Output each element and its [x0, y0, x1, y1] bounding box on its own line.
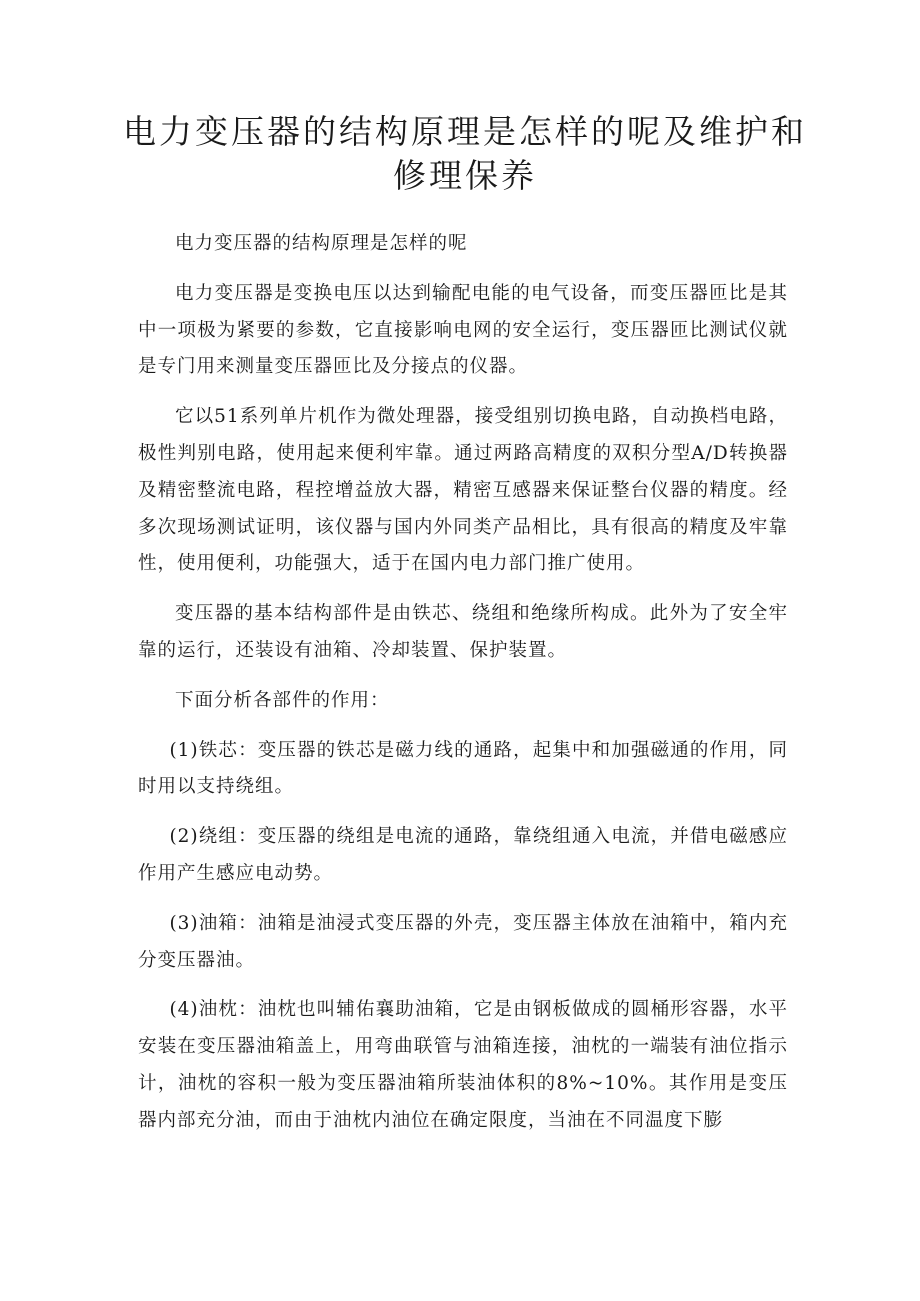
document-body [138, 226, 788, 1153]
title-line-1: 电力变压器的结构原理是怎样的呢及维护和 [123, 112, 807, 151]
list-item-winding: (2)绕组：变压器的绕组是电流的通路，靠绕组通入电流，并借电磁感应作用产生感应电动势。 [138, 826, 788, 884]
paragraph-instrument: 它以51系列单片机作为微处理器，接受组别切换电路，自动换档电路，极性判别电路，使用起来便利牢靠。通过两路高精度的双积分型A/D转换器及精密整流电路，程控增益放大器，精密互感器来保证整台仪器的精度。经多次现场测试证明，该仪器与国内外同类产品相比，具有很高的精度及牢靠性，使用便利，功能强大，适于在国内电力部门推广使用。 [138, 406, 788, 575]
document-title [120, 110, 810, 198]
list-item-conservator: (4)油枕：油枕也叫辅佑襄助油箱，它是由钢板做成的圆桶形容器，水平安装在变压器油箱盖上，用弯曲联管与油箱连接，油枕的一端装有油位指示计，油枕的容积一般为变压器油箱所装油体积的8%~10%。其作用是变压器内部充分油，而由于油枕内油位在确定限度，当油在不同温度下膨 [138, 999, 788, 1131]
paragraph-analysis-lead: 下面分析各部件的作用： [175, 689, 390, 711]
section-heading: 电力变压器的结构原理是怎样的呢 [175, 233, 468, 254]
list-item-core: (1)铁芯：变压器的铁芯是磁力线的通路，起集中和加强磁通的作用，同时用以支持绕组。 [138, 739, 788, 798]
title-line-2: 修理保养 [393, 156, 537, 195]
paragraph-structure: 变压器的基本结构部件是由铁芯、绕组和绝缘所构成。此外为了安全牢靠的运行，还装设有油箱、冷却装置、保护装置。 [138, 603, 788, 661]
list-item-tank: (3)油箱：油箱是油浸式变压器的外壳，变压器主体放在油箱中，箱内充分变压器油。 [138, 912, 788, 971]
paragraph-intro: 电力变压器是变换电压以达到输配电能的电气设备，而变压器匝比是其中一项极为紧要的参数，它直接影响电网的安全运行，变压器匝比测试仪就是专门用来测量变压器匝比及分接点的仪器。 [138, 282, 788, 378]
